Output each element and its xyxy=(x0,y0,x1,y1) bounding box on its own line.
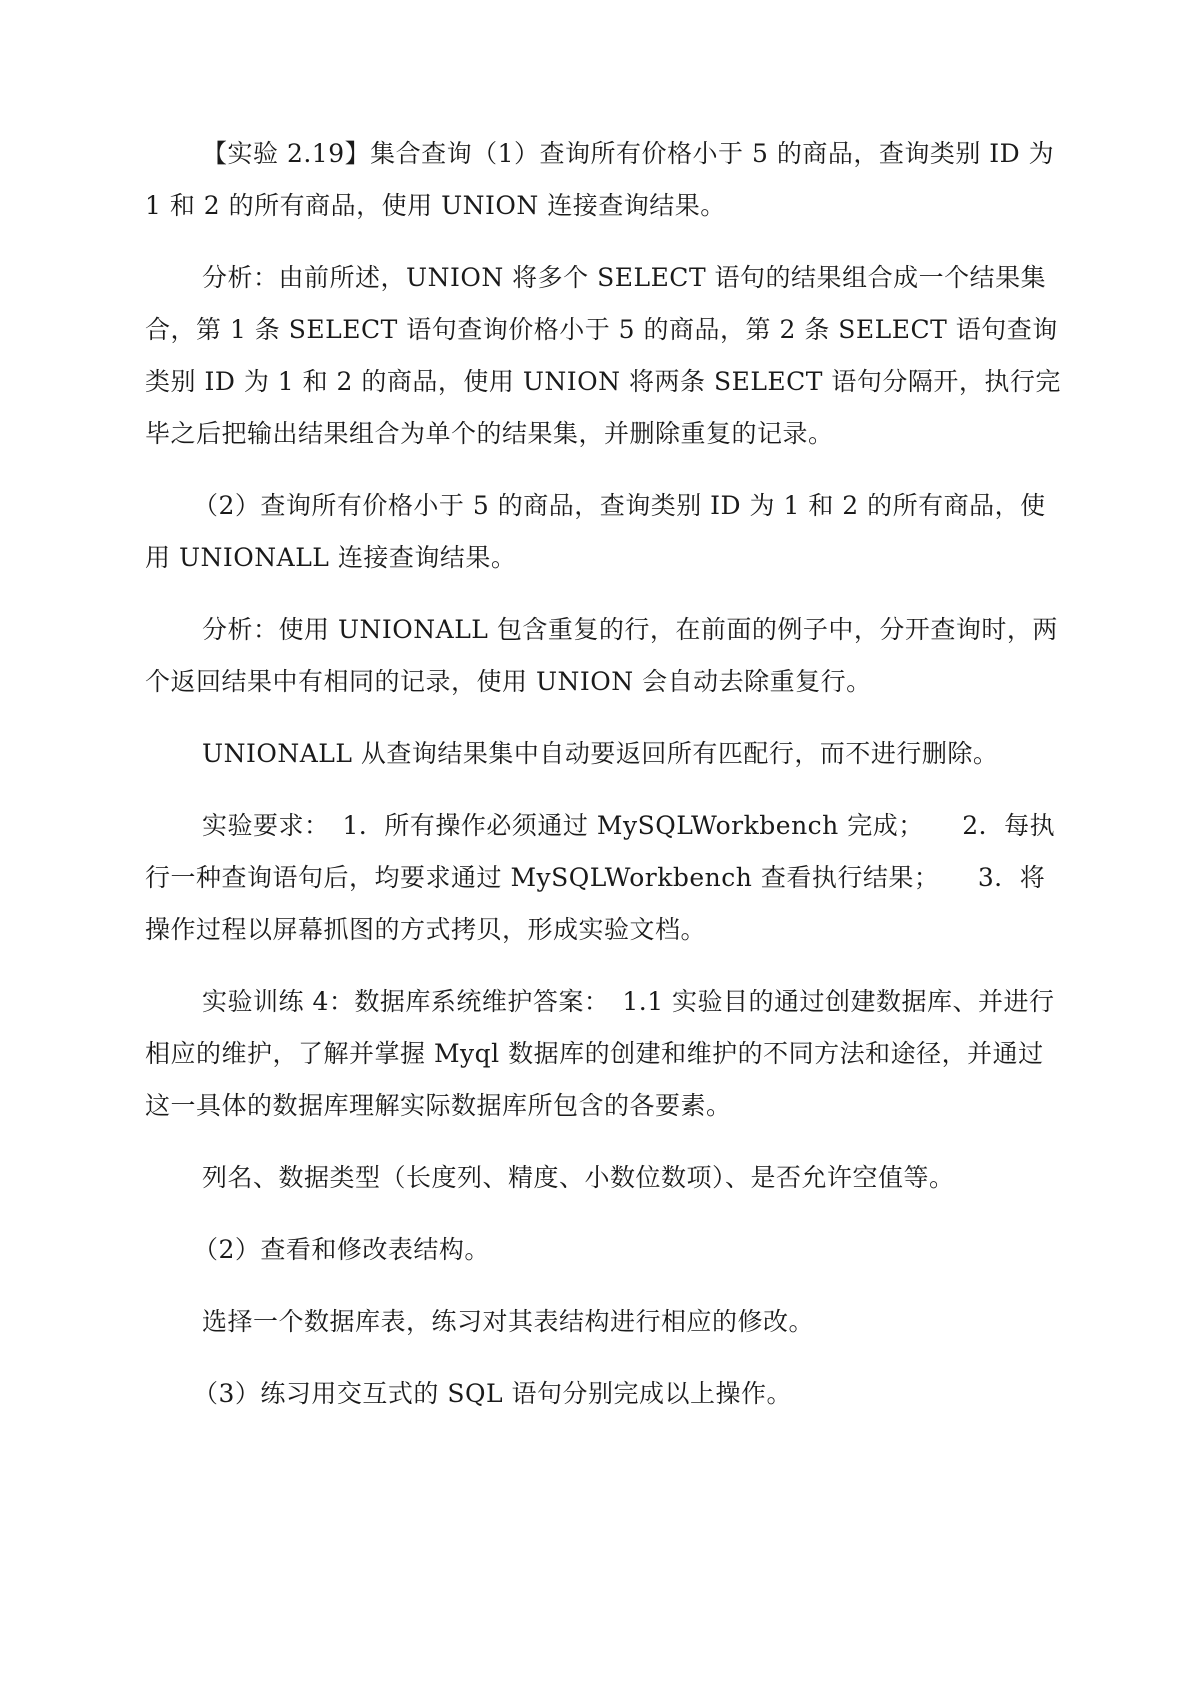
paragraph-view-modify-table: （2）查看和修改表结构。 xyxy=(193,1235,490,1264)
paragraph-select-table: 选择一个数据库表，练习对其表结构进行相应的修改。 xyxy=(202,1307,815,1336)
paragraph-experiment-2-19: 【实验 2.19】集合查询（1）查询所有价格小于 5 的商品，查询类别 ID 为 1 和 2 的所有商品，使用 UNION 连接查询结果。 xyxy=(145,139,1055,220)
paragraph-analysis-union: 分析：由前所述，UNION 将多个 SELECT 语句的结果组合成一个结果集合，第 1 条 SELECT 语句查询价格小于 5 的商品，第 2 条 SELECT 语句查询类别 ID 为 1 和 2 的商品，使用 UNION 将两条 SELECT 语句分隔开，执行完毕之后把输出结果组合为单个的结果集，并删除重复的记录。 xyxy=(145,263,1061,448)
paragraph-analysis-unionall: 分析：使用 UNIONALL 包含重复的行，在前面的例子中，分开查询时，两个返回结果中有相同的记录，使用 UNION 会自动去除重复行。 xyxy=(145,615,1058,696)
paragraph-requirements: 实验要求： 1．所有操作必须通过 MySQLWorkbench 完成； 2．每执行一种查询语句后，均要求通过 MySQLWorkbench 查看执行结果； 3．将操作过程以屏幕抓图的方式拷贝，形成实验文档。 xyxy=(145,811,1056,944)
paragraph-training-4: 实验训练 4：数据库系统维护答案： 1.1 实验目的通过创建数据库、并进行相应的维护，了解并掌握 Myql 数据库的创建和维护的不同方法和途径，并通过这一具体的数据库理解实际数据库所包含的各要素。 xyxy=(145,987,1055,1120)
paragraph-unionall-note: UNIONALL 从查询结果集中自动要返回所有匹配行，而不进行删除。 xyxy=(202,739,999,768)
paragraph-sql-practice: （3）练习用交互式的 SQL 语句分别完成以上操作。 xyxy=(193,1379,793,1408)
paragraph-column-attributes: 列名、数据类型（长度列、精度、小数位数项）、是否允许空值等。 xyxy=(202,1163,955,1192)
document-body xyxy=(145,128,1067,1440)
paragraph-query-unionall: （2）查询所有价格小于 5 的商品，查询类别 ID 为 1 和 2 的所有商品，使用 UNIONALL 连接查询结果。 xyxy=(145,491,1046,572)
